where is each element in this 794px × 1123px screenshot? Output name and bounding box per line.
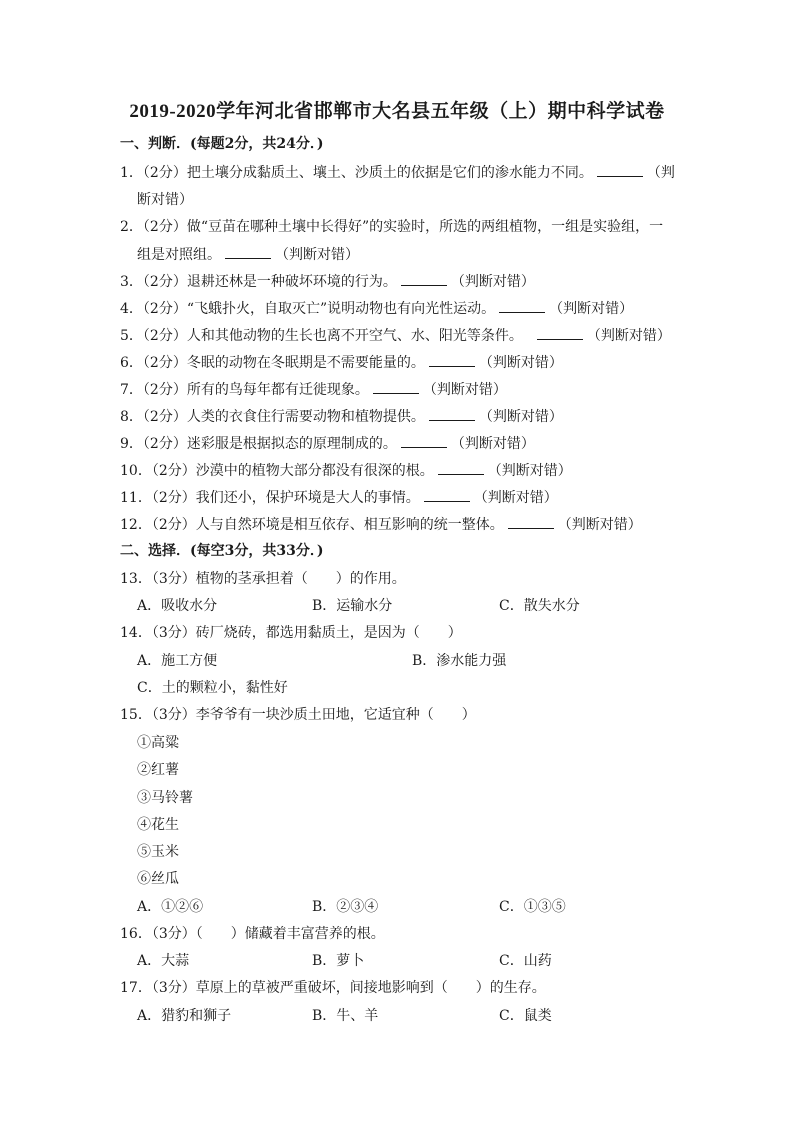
question-8: [120, 406, 680, 427]
option-b[interactable]: B．渗水能力强: [412, 653, 507, 669]
question-hint: 断对错）: [137, 192, 193, 208]
question-score: （2分）: [142, 274, 187, 290]
question-17-stem: 17．（3分）草原上的草被严重破坏，间接地影响到（ ）的生存。: [120, 980, 546, 996]
question-number: 9．: [120, 436, 143, 452]
crop-choice: ⑤玉米: [137, 844, 179, 860]
answer-blank[interactable]: [429, 352, 475, 367]
question-score: （2分）: [142, 436, 187, 452]
question-hint: （判断对错）: [473, 490, 558, 506]
question-text: “飞蛾扑火，自取灭亡”说明动物也有向光性运动。: [186, 301, 496, 317]
answer-blank[interactable]: [597, 162, 643, 177]
question-number: 7．: [120, 382, 143, 398]
question-hint: （判断对错）: [450, 274, 535, 290]
question-6: [120, 352, 680, 373]
option-a[interactable]: A．猎豹和狮子: [137, 1008, 232, 1024]
question-5: [120, 325, 680, 346]
question-hint: （判断对错）: [487, 463, 572, 479]
question-13-stem: 13．（3分）植物的茎承担着（ ）的作用。: [120, 571, 406, 587]
question-hint: （判断对错）: [586, 328, 671, 344]
question-2: [120, 217, 680, 237]
option-b[interactable]: B．牛、羊: [312, 1008, 379, 1024]
answer-blank[interactable]: [429, 406, 475, 421]
question-hint: （判断对错）: [478, 355, 563, 371]
question-hint: （判断对错）: [478, 409, 563, 425]
answer-blank[interactable]: [401, 271, 447, 286]
question-score: （2分）: [142, 165, 187, 181]
question-hint: （判断对错）: [549, 301, 634, 317]
question-text: 组是对照组。: [137, 247, 221, 263]
question-hint: （判断对错）: [422, 382, 507, 398]
question-9: [120, 433, 680, 454]
option-c[interactable]: C．鼠类: [499, 1008, 552, 1024]
answer-blank[interactable]: [401, 433, 447, 448]
question-hint: （判: [646, 165, 675, 181]
answer-blank[interactable]: [424, 487, 470, 502]
option-a[interactable]: A．吸收水分: [137, 598, 218, 614]
option-b[interactable]: B．②③④: [312, 899, 379, 915]
option-c[interactable]: C．山药: [499, 953, 552, 969]
question-text: 做“豆苗在哪种土壤中长得好”的实验时，所选的两组植物，一组是实验组，一: [186, 219, 664, 235]
question-score: （2分）: [142, 301, 187, 317]
option-a[interactable]: A．①②⑥: [137, 899, 204, 915]
question-14-stem: 14．（3分）砖厂烧砖，都选用黏质土，是因为（ ）: [120, 625, 462, 641]
answer-blank[interactable]: [225, 244, 271, 259]
question-text: 人与自然环境是相互依存、相互影响的统一整体。: [195, 517, 504, 533]
question-15-stem: 15．（3分）李爷爷有一块沙质土田地，它适宜种（ ）: [120, 707, 476, 723]
question-text: 退耕还林是一种破坏环境的行为。: [186, 274, 397, 290]
question-score: （2分）: [142, 328, 187, 344]
question-score: （2分）: [142, 219, 187, 235]
crop-choice: ③马铃薯: [137, 790, 193, 806]
section-heading-choice: 二、选择．(每空3分，共33分．): [120, 543, 324, 559]
question-score: （2分）: [142, 355, 187, 371]
crop-choice: ①高粱: [137, 735, 179, 751]
question-4: [120, 298, 680, 319]
question-number: 10．: [120, 463, 152, 479]
question-number: 1．: [120, 165, 143, 181]
question-number: 3．: [120, 274, 143, 290]
question-text: 人和其他动物的生长也离不开空气、水、阳光等条件。: [186, 328, 523, 344]
question-score: （2分）: [151, 517, 196, 533]
section-heading-judge: 一、判断．(每题2分，共24分．): [120, 136, 324, 152]
question-number: 2．: [120, 219, 143, 235]
page-title: 2019-2020学年河北省邯郸市大名县五年级（上）期中科学试卷: [129, 101, 665, 122]
answer-blank[interactable]: [373, 379, 419, 394]
question-number: 11．: [120, 490, 152, 506]
answer-blank[interactable]: [537, 325, 583, 340]
question-hint: （判断对错）: [275, 247, 359, 263]
option-c[interactable]: C．散失水分: [499, 598, 580, 614]
question-12: [120, 514, 680, 535]
question-10: [120, 460, 680, 481]
option-b[interactable]: B．运输水分: [312, 598, 393, 614]
question-hint: （判断对错）: [557, 517, 642, 533]
question-score: （2分）: [151, 463, 196, 479]
question-3: [120, 271, 680, 292]
question-number: 12．: [120, 517, 152, 533]
question-number: 8．: [120, 409, 143, 425]
question-7: [120, 379, 680, 400]
question-text: 迷彩服是根据拟态的原理制成的。: [186, 436, 397, 452]
question-number: 5．: [120, 328, 143, 344]
question-number: 6．: [120, 355, 143, 371]
question-text: 人类的衣食住行需要动物和植物提供。: [186, 409, 425, 425]
question-1-continued: [137, 190, 697, 210]
question-text: 沙漠中的植物大部分都没有很深的根。: [195, 463, 434, 479]
question-text: 冬眠的动物在冬眠期是不需要能量的。: [186, 355, 425, 371]
question-16-stem: 16．（3分）（ ）储藏着丰富营养的根。: [120, 926, 385, 942]
option-a[interactable]: A．大蒜: [137, 953, 190, 969]
question-score: （2分）: [142, 382, 187, 398]
answer-blank[interactable]: [499, 298, 545, 313]
answer-blank[interactable]: [438, 460, 484, 475]
question-text: 把土壤分成黏质土、壤土、沙质土的依据是它们的渗水能力不同。: [186, 165, 593, 181]
question-number: 4．: [120, 301, 143, 317]
question-score: （2分）: [151, 490, 196, 506]
option-c[interactable]: C．土的颗粒小，黏性好: [137, 680, 288, 696]
question-2-continued: [137, 244, 697, 265]
question-text: 我们还小，保护环境是大人的事情。: [195, 490, 420, 506]
question-score: （2分）: [142, 409, 187, 425]
question-text: 所有的鸟每年都有迁徙现象。: [186, 382, 369, 398]
question-1: [120, 162, 680, 183]
crop-choice: ④花生: [137, 817, 179, 833]
crop-choice: ⑥丝瓜: [137, 871, 179, 887]
question-hint: （判断对错）: [450, 436, 535, 452]
option-a[interactable]: A．施工方便: [137, 653, 218, 669]
crop-choice: ②红薯: [137, 762, 179, 778]
question-11: [120, 487, 680, 508]
option-b[interactable]: B．萝卜: [312, 953, 365, 969]
option-c[interactable]: C．①③⑤: [499, 899, 566, 915]
answer-blank[interactable]: [508, 514, 554, 529]
